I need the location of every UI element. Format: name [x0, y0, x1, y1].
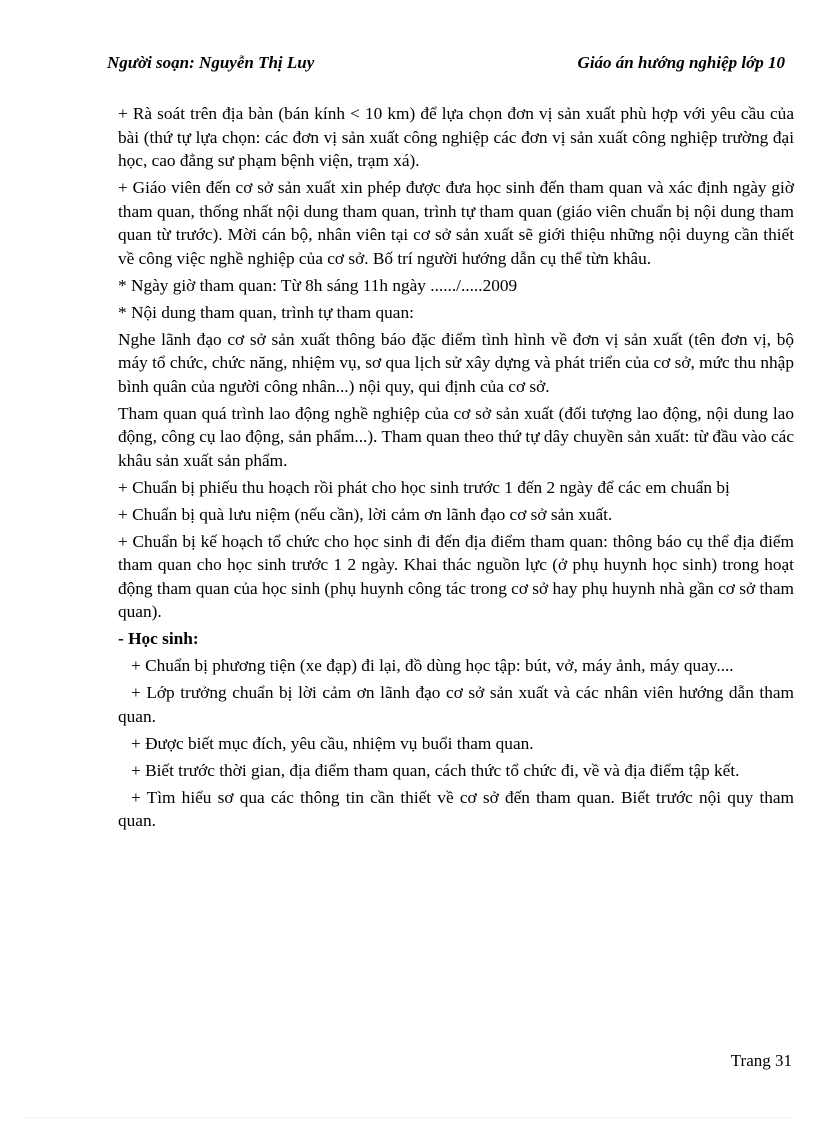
section-heading: - Học sinh:	[118, 629, 199, 648]
paragraph: + Biết trước thời gian, địa điểm tham quan, cách thức tổ chức đi, về và địa điểm tập kết.	[131, 760, 740, 780]
document-body	[118, 102, 794, 836]
page-header	[107, 53, 785, 73]
paragraph: + Chuẩn bị phiếu thu hoạch rồi phát cho học sinh trước 1 đến 2 ngày để các em chuẩn bị	[118, 477, 730, 497]
paragraph: * Nội dung tham quan, trình tự tham quan:	[118, 302, 414, 322]
document-title: Giáo án hướng nghiệp lớp 10	[577, 53, 785, 72]
paragraph: * Ngày giờ tham quan: Từ 8h sáng 11h ngày ....../.....2009	[118, 275, 518, 295]
paragraph: + Chuẩn bị phương tiện (xe đạp) đi lại, đồ dùng học tập: bút, vở, máy ảnh, máy quay....	[131, 656, 734, 675]
paragraph: + Chuẩn bị quà lưu niệm (nếu cần), lời cảm ơn lãnh đạo cơ sở sản xuất.	[118, 504, 613, 524]
paragraph: + Giáo viên đến cơ sở sản xuất xin phép được đưa học sinh đến tham quan và xác định ngày giờ tham quan, thống nhất nội dung tham quan, trình tự tham quan (giáo viên chuẩn bị nội dung tham quan từ trước). Mời cán bộ, nhân viên tại cơ sở sản xuất sẽ giới thiệu những nội duyng cần thiết về công việc nghề nghiệp của cơ sở. Bố trí người hướng dẫn cụ thể từn khâu.	[118, 178, 794, 268]
paragraph: + Chuẩn bị kế hoạch tổ chức cho học sinh đi đến địa điểm tham quan: thông báo cụ thể địa điểm tham quan cho học sinh trước 1 2 ngày. Khai thác nguồn lực (ở phụ huynh học sinh) trong hoạt động tham quan của học sinh (phụ huynh công tác trong cơ sở hay phụ huynh nhà gần cơ sở tham quan).	[118, 531, 794, 621]
page-number: Trang 31	[730, 1051, 792, 1070]
author-label: Người soạn: Nguyễn Thị Luy	[107, 53, 315, 72]
paragraph: Nghe lãnh đạo cơ sở sản xuất thông báo đặc điểm tình hình về đơn vị sản xuất (tên đơn vị, bộ máy tổ chức, chức năng, nhiệm vụ, sơ qua lịch sử xây dựng và phát triển của cơ sở, mức thu nhập bình quân của người công nhân...) nội quy, qui định của cơ sở.	[118, 329, 794, 396]
paragraph: Tham quan quá trình lao động nghề nghiệp của cơ sở sản xuất (đối tượng lao động, nội dung lao động, công cụ lao động, sản phẩm...). Tham quan theo thứ tự dây chuyền sản xuất: từ đầu vào các khâu sản xuất sản phẩm.	[118, 403, 794, 470]
paragraph: + Lớp trưởng chuẩn bị lời cảm ơn lãnh đạo cơ sở sản xuất và các nhân viên hướng dẫn tham quan.	[118, 683, 794, 726]
paragraph: + Tìm hiểu sơ qua các thông tin cần thiết về cơ sở đến tham quan. Biết trước nội quy tham quan.	[118, 787, 794, 830]
paragraph: + Rà soát trên địa bàn (bán kính < 10 km) để lựa chọn đơn vị sản xuất phù hợp với yêu cầu của bài (thứ tự lựa chọn: các đơn vị sản xuất công nghiệp các đơn vị sản xuất công nghiệp trường đại học, cao đẳng sư phạm bệnh viện, trạm xá).	[118, 104, 794, 170]
paragraph: + Được biết mục đích, yêu cầu, nhiệm vụ buổi tham quan.	[131, 733, 534, 753]
page-divider	[24, 1117, 792, 1118]
